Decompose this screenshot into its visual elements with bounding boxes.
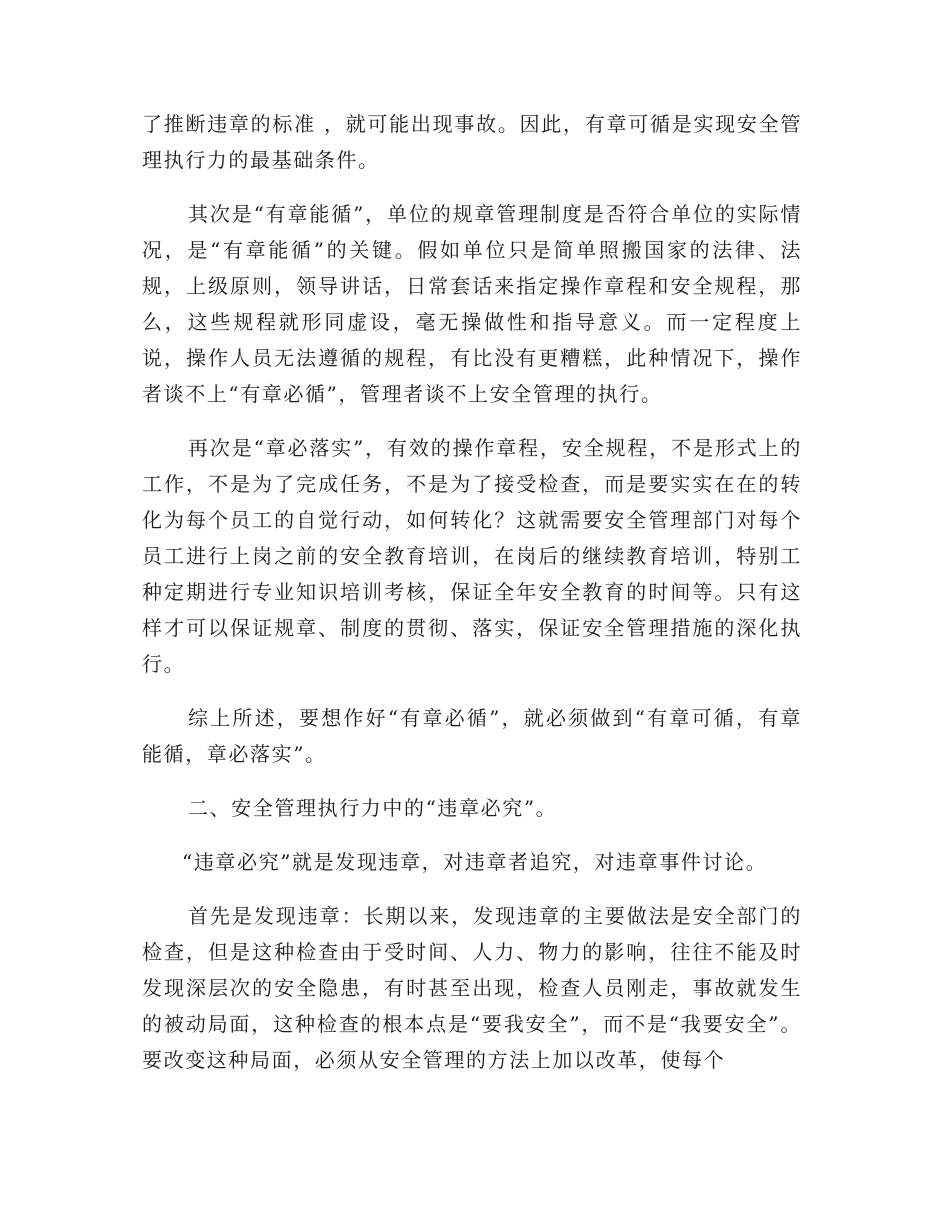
section-heading: 二、安全管理执行力中的“违章必究”。 — [188, 796, 558, 820]
paragraph-definition: “违章必究”就是发现违章，对违章者追究，对违章事件讨论。 — [182, 850, 768, 874]
document-body — [142, 106, 802, 1096]
paragraph-third-point: 再次是“章必落实”，有效的操作章程，安全规程，不是形式上的工作，不是为了完成任务，不是为了接受检查，而是要实实在在的转化为每个员工的自觉行动，如何转化？这就需要安全管理部门对每个员工进行上岗之前的安全教育培训，在岗后的继续教育培训，特别工种定期进行专业知识培训考核，保证全年安全教育的时间等。只有这样才可以保证规章、制度的贯彻、落实，保证安全管理措施的深化执行。 — [142, 436, 802, 676]
paragraph-first-point: 首先是发现违章：长期以来，发现违章的主要做法是安全部门的检查，但是这种检查由于受时间、人力、物力的影响，往往不能及时发现深层次的安全隐患，有时甚至出现，检查人员刚走，事故就发生的被动局面，这种检查的根本点是“要我安全”，而不是“我要安全”。要改变这种局面，必须从安全管理的方法上加以改革，使每个 — [142, 904, 802, 1072]
paragraph-summary: 综上所述，要想作好“有章必循”，就必须做到“有章可循，有章能循，章必落实”。 — [142, 706, 802, 766]
paragraph-continuation: 了推断违章的标准 ，就可能出现事故。因此，有章可循是实现安全管理执行力的最基础条件。 — [142, 112, 802, 172]
paragraph-second-point: 其次是“有章能循”，单位的规章管理制度是否符合单位的实际情况，是“有章能循”的关键。假如单位只是简单照搬国家的法律、法规，上级原则，领导讲话，日常套话来指定操作章程和安全规程，那么，这些规程就形同虚设，毫无操做性和指导意义。而一定程度上说，操作人员无法遵循的规程，有比没有更糟糕，此种情况下，操作者谈不上“有章必循”，管理者谈不上安全管理的执行。 — [142, 202, 802, 406]
